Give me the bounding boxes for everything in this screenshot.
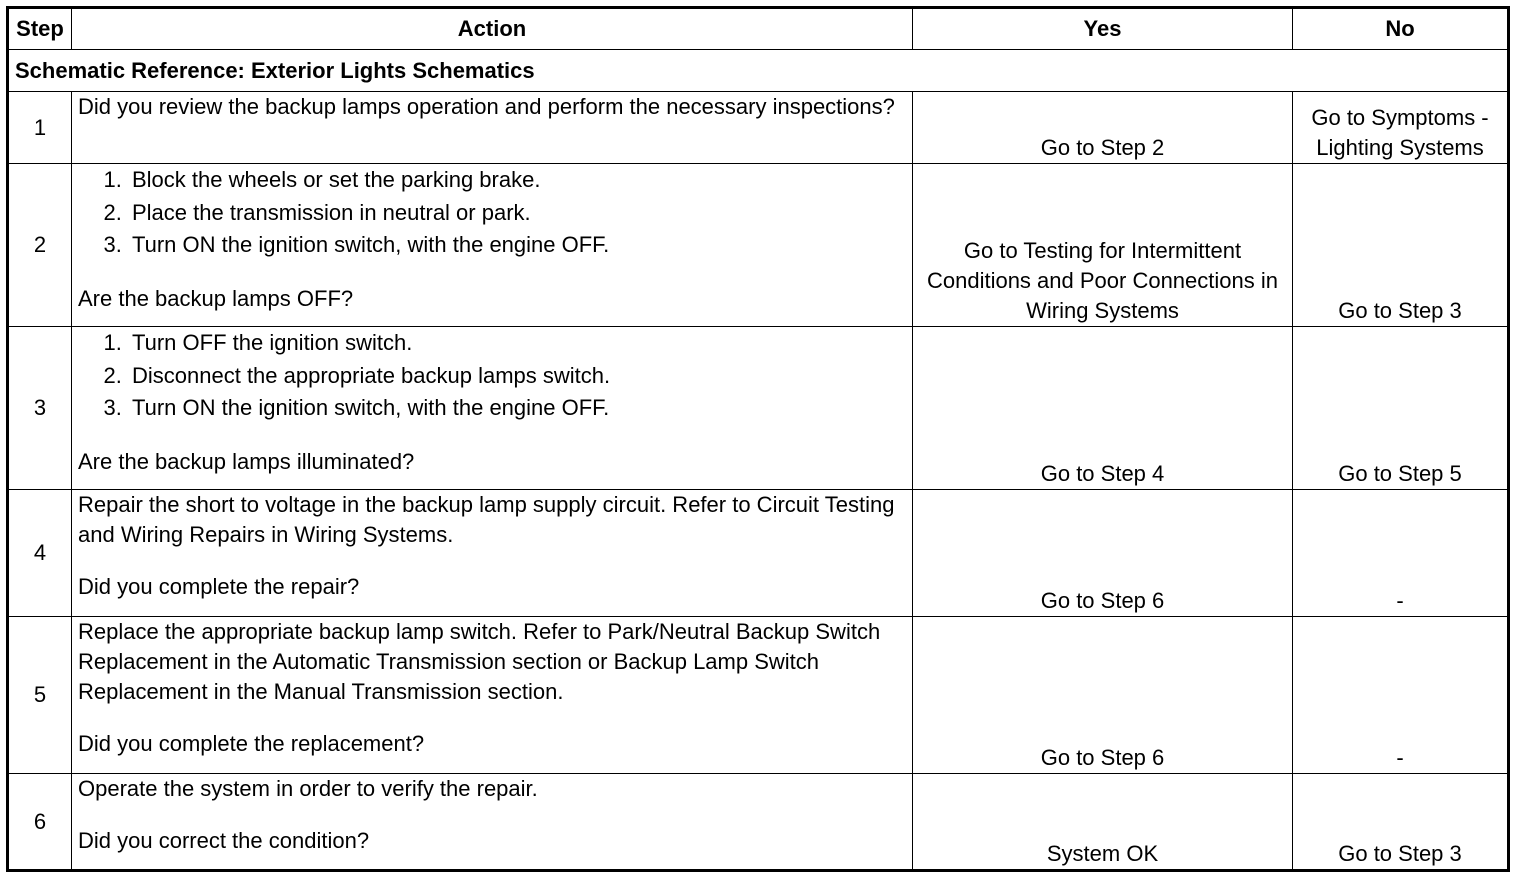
action-description: Operate the system in order to verify the repair.: [78, 776, 538, 801]
action-question: Are the backup lamps OFF?: [78, 285, 354, 311]
action-cell: [72, 617, 913, 774]
procedure-list: [78, 164, 906, 262]
procedure-list: [78, 327, 906, 425]
step-header: Step: [8, 8, 72, 50]
table-row: [8, 774, 1509, 871]
no-cell: Go to Symptoms - Lighting Systems: [1293, 92, 1509, 164]
action-question: Did you correct the condition?: [78, 828, 370, 853]
action-header: Action: [72, 8, 913, 50]
step-number: 2: [8, 164, 72, 327]
list-item: 3. Turn ON the ignition switch, with the engine OFF.: [128, 229, 906, 262]
action-description: Replace the appropriate backup lamp switch. Refer to Park/Neutral Backup Switch Replacement in the Automatic Transmission section or Backup Lamp Switch Replacement in the Manual Transmission section.: [78, 619, 881, 704]
action-cell: [72, 327, 913, 490]
step-number: 4: [8, 490, 72, 617]
list-item: 2. Disconnect the appropriate backup lamps switch.: [128, 360, 906, 393]
header-row: [8, 8, 1509, 50]
list-item: 2. Place the transmission in neutral or park.: [128, 197, 906, 230]
action-cell: [72, 164, 913, 327]
table-row: [8, 490, 1509, 617]
action-description: Did you review the backup lamps operation and perform the necessary inspections?: [78, 94, 895, 119]
action-cell: [72, 92, 913, 164]
yes-cell: System OK: [913, 774, 1293, 871]
no-cell: Go to Step 5: [1293, 327, 1509, 490]
no-cell: -: [1293, 490, 1509, 617]
no-cell: -: [1293, 617, 1509, 774]
step-number: 3: [8, 327, 72, 490]
step-number: 5: [8, 617, 72, 774]
action-description: Repair the short to voltage in the backup lamp supply circuit. Refer to Circuit Testing and Wiring Repairs in Wiring Systems.: [78, 492, 895, 547]
no-cell: Go to Step 3: [1293, 774, 1509, 871]
action-cell: [72, 774, 913, 871]
step-number: 6: [8, 774, 72, 871]
schematic-reference-row: [8, 50, 1509, 92]
yes-cell: Go to Step 6: [913, 490, 1293, 617]
yes-header: Yes: [913, 8, 1293, 50]
yes-cell: Go to Testing for Intermittent Conditions and Poor Connections in Wiring Systems: [913, 164, 1293, 327]
action-cell: [72, 490, 913, 617]
list-item: 1. Block the wheels or set the parking brake.: [128, 164, 906, 197]
yes-cell: Go to Step 6: [913, 617, 1293, 774]
step-number: 1: [8, 92, 72, 164]
table-row: [8, 327, 1509, 490]
yes-cell: Go to Step 4: [913, 327, 1293, 490]
schematic-reference: Schematic Reference: Exterior Lights Schematics: [8, 50, 1509, 92]
action-question: Are the backup lamps illuminated?: [78, 448, 415, 474]
action-question: Did you complete the replacement?: [78, 731, 425, 756]
yes-cell: Go to Step 2: [913, 92, 1293, 164]
list-item: 1. Turn OFF the ignition switch.: [128, 327, 906, 360]
no-header: No: [1293, 8, 1509, 50]
table-row: [8, 92, 1509, 164]
list-item: 3. Turn ON the ignition switch, with the engine OFF.: [128, 392, 906, 425]
no-cell: Go to Step 3: [1293, 164, 1509, 327]
diagnostic-table: [6, 6, 1510, 872]
table-row: [8, 164, 1509, 327]
table-row: [8, 617, 1509, 774]
action-question: Did you complete the repair?: [78, 574, 360, 599]
